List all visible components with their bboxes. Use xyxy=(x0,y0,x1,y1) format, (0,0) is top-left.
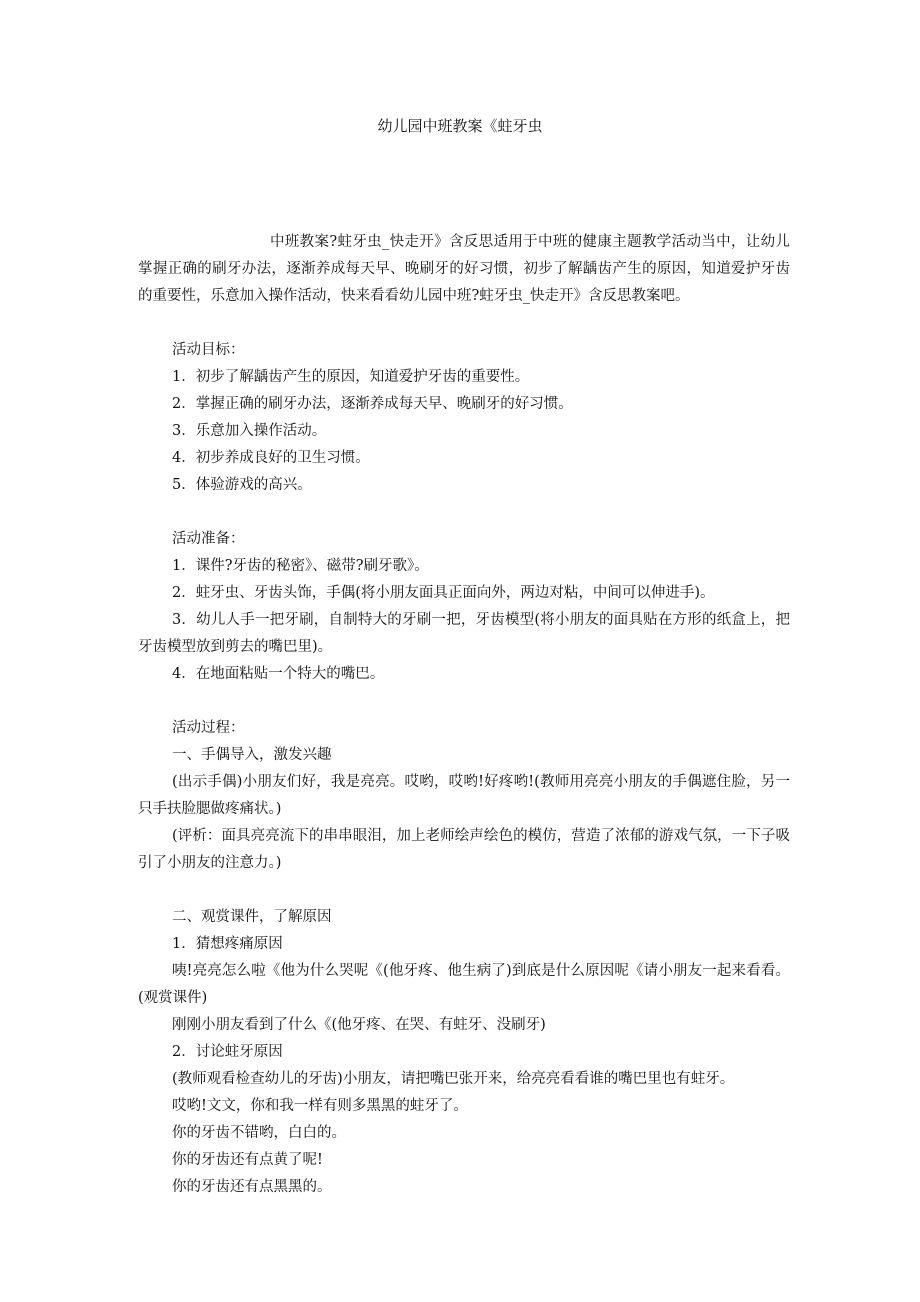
dialogue-line: 你的牙齿不错哟，白白的。 xyxy=(172,1125,346,1141)
prep-item: 1．课件?牙齿的秘密》、磁带?刷牙歌》。 xyxy=(172,558,429,574)
process-paragraph: 咦!亮亮怎么啦《他为什么哭呢《(他牙疼、他生病了)到底是什么原因呢《请小朋友一起来看看。(观赏课件) xyxy=(138,963,790,1006)
goal-item: 4．初步养成良好的卫生习惯。 xyxy=(172,450,370,466)
intro-paragraph: 中班教案?蛀牙虫_快走开》含反思适用于中班的健康主题教学活动当中，让幼儿掌握正确的刷牙办法，逐渐养成每天早、晚刷牙的好习惯，初步了解龋齿产生的原因，知道爱护牙齿的重要性，乐意加入操作活动，快来看看幼儿园中班?蛀牙虫_快走开》含反思教案吧。 xyxy=(138,234,790,304)
goal-item: 5．体验游戏的高兴。 xyxy=(172,477,312,493)
prep-heading: 活动准备： xyxy=(172,531,245,547)
goals-heading: 活动目标： xyxy=(172,342,245,358)
spacer xyxy=(138,310,790,337)
subsection-heading: 1．猜想疼痛原因 xyxy=(172,936,283,952)
section-heading: 一、手偶导入，激发兴趣 xyxy=(172,747,332,763)
document-body xyxy=(138,229,790,1201)
document-title: 幼儿园中班教案《蛀牙虫 xyxy=(377,117,543,135)
prep-item: 4．在地面粘贴一个特大的嘴巴。 xyxy=(172,666,385,682)
process-paragraph: (评析：面具亮亮流下的串串眼泪，加上老师绘声绘色的模仿，营造了浓郁的游戏气氛，一下子吸引了小朋友的注意力。) xyxy=(138,828,790,871)
spacer xyxy=(138,688,790,715)
process-paragraph: 刚刚小朋友看到了什么《(他牙疼、在哭、有蛀牙、没刷牙) xyxy=(172,1017,546,1033)
process-paragraph: (教师观看检查幼儿的牙齿)小朋友，请把嘴巴张开来，给亮亮看看谁的嘴巴里也有蛀牙。 xyxy=(172,1071,735,1087)
section-heading: 二、观赏课件，了解原因 xyxy=(172,909,332,925)
dialogue-line: 你的牙齿还有点黄了呢! xyxy=(172,1152,323,1168)
spacer xyxy=(138,499,790,526)
subsection-heading: 2．讨论蛀牙原因 xyxy=(172,1044,283,1060)
spacer xyxy=(138,877,790,904)
goal-item: 3．乐意加入操作活动。 xyxy=(172,423,327,439)
prep-item: 3．幼儿人手一把牙刷，自制特大的牙刷一把，牙齿模型(将小朋友的面具贴在方形的纸盒上，把牙齿模型放到剪去的嘴巴里)。 xyxy=(138,612,790,655)
prep-item: 2．蛀牙虫、牙齿头饰，手偶(将小朋友面具正面向外，两边对粘，中间可以伸进手)。 xyxy=(172,585,715,601)
goal-item: 1．初步了解龋齿产生的原因，知道爱护牙齿的重要性。 xyxy=(172,369,530,385)
dialogue-line: 你的牙齿还有点黑黑的。 xyxy=(172,1179,332,1195)
goal-item: 2．掌握正确的刷牙办法，逐渐养成每天早、晚刷牙的好习惯。 xyxy=(172,396,573,412)
process-heading: 活动过程： xyxy=(172,720,245,736)
dialogue-line: 哎哟!文文，你和我一样有则多黑黑的蛀牙了。 xyxy=(172,1098,468,1114)
process-paragraph: (出示手偶)小朋友们好，我是亮亮。哎哟，哎哟!好疼哟!(教师用亮亮小朋友的手偶遮住脸，另一只手扶脸腮做疼痛状。) xyxy=(138,774,790,817)
